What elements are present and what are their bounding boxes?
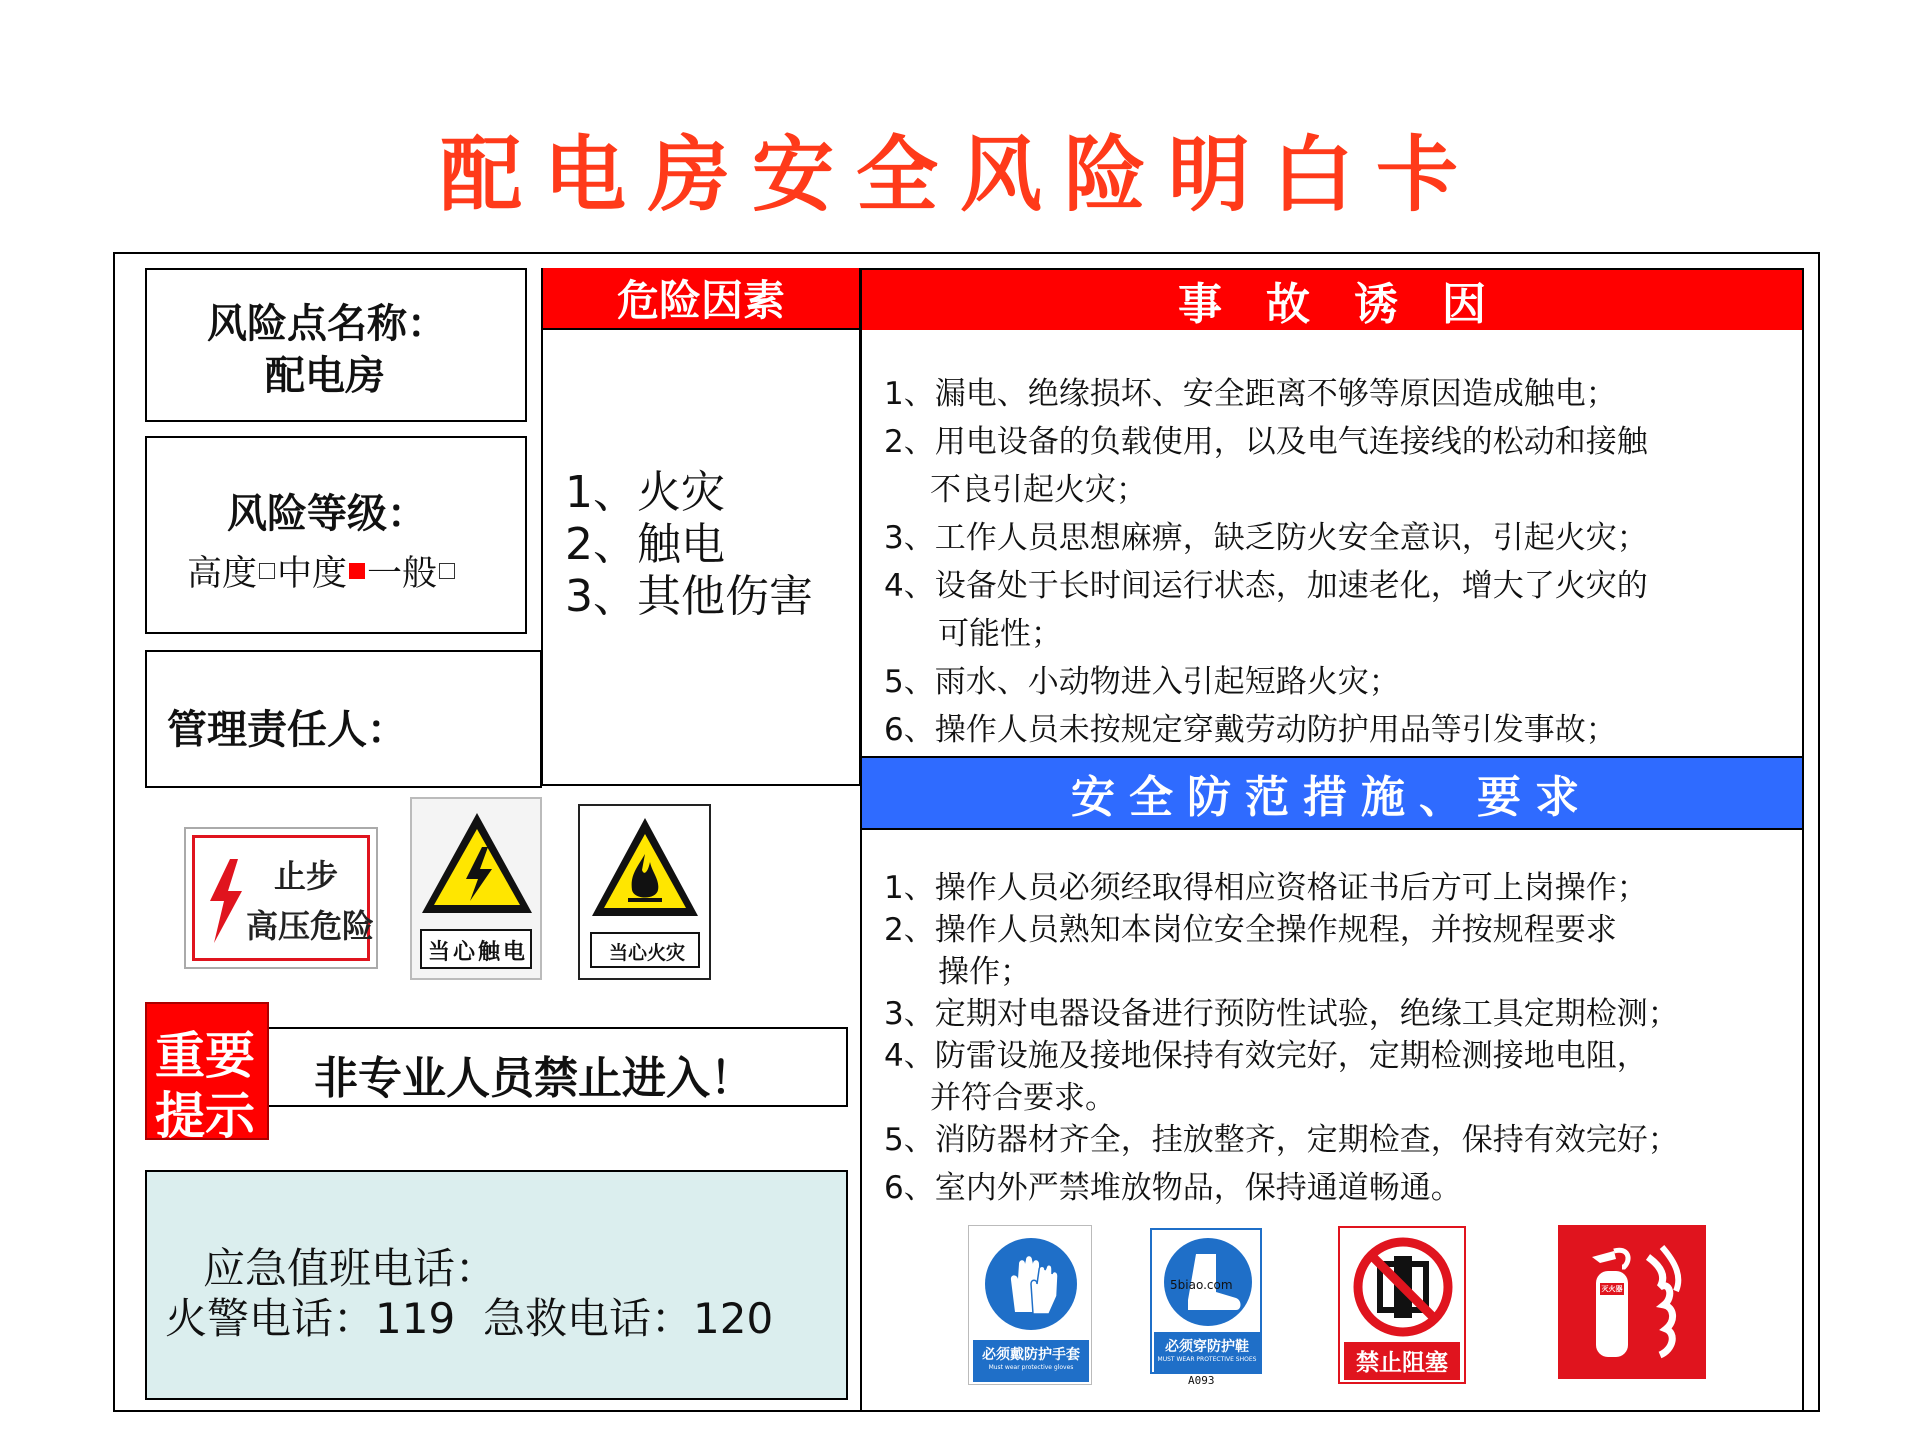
emergency-phones-box [145,1170,848,1400]
manager-label: 管理责任人： [167,707,407,753]
hazards-column [541,268,861,786]
electric-hazard-icon [418,809,536,919]
cause-line: 4、设备处于长时间运行状态，加速老化，增大了火灾的 [884,568,1648,604]
cause-line: 3、工作人员思想麻痹，缺乏防火安全意识，引起火灾； [884,520,1648,556]
cause-line: 6、操作人员未按规定穿戴劳动防护用品等引发事故； [884,712,1617,748]
cause-line: 不良引起火灾； [930,472,1147,508]
sign-label: 必须戴防护手套 [982,1347,1080,1363]
sign-code: A093 [1188,1374,1215,1387]
notice-text: 非专业人员禁止进入！ [314,1053,754,1104]
sign-label: 当心火灾 [608,942,685,964]
measure-line: 5、消防器材齐全，挂放整齐，定期检查，保持有效完好； [884,1122,1679,1158]
prohibition-icon [1350,1234,1456,1340]
measure-line: 并符合要求。 [930,1080,1116,1116]
fire-warning-sign [578,804,711,980]
hazard-item: 1、火灾 [565,467,725,518]
risk-point-value: 配电房 [265,353,385,399]
high-voltage-sign [184,827,378,969]
sign-label: 必须穿防护鞋 [1165,1339,1249,1355]
risk-level-box [145,436,527,634]
causes-column [860,268,1804,758]
badge-line2: 提示 [155,1087,255,1145]
hazards-header: 危险因素 [543,268,859,330]
badge-line1: 重要 [155,1027,255,1085]
risk-point-box [145,268,527,422]
duty-phone-label: 应急值班电话： [203,1244,498,1293]
rescue-phone: 急救电话：120 [483,1294,774,1343]
measure-line: 操作； [938,954,1031,990]
risk-point-label: 风险点名称： [207,301,447,347]
sign-label: 禁止阻塞 [1356,1350,1448,1376]
sign-label: 灭火器 [1601,1285,1623,1293]
measure-line: 1、操作人员必须经取得相应资格证书后方可上岗操作； [884,870,1648,906]
hazard-item: 3、其他伤害 [565,571,813,622]
sign-sublabel: Must wear protective gloves [988,1364,1074,1371]
checkbox-general [439,563,455,579]
fire-hazard-icon [588,814,702,922]
cause-line: 可能性； [938,616,1062,652]
fire-phone: 火警电话：119 [165,1294,456,1343]
causes-header: 事 故 诱 因 [862,270,1802,330]
cause-line: 1、漏电、绝缘损坏、安全距离不够等原因造成触电； [884,376,1617,412]
measures-header: 安全防范措施、要求 [862,756,1802,830]
sign-text-line1: 止步 [274,857,339,895]
watermark: 5biao.com [1170,1278,1233,1292]
notice-text-box [262,1027,848,1107]
measure-line: 3、定期对电器设备进行预防性试验，绝缘工具定期检测； [884,996,1679,1032]
manager-box [145,650,542,788]
measure-line: 4、防雷设施及接地保持有效完好，定期检测接地电阻， [884,1038,1648,1074]
wear-shoes-sign [1150,1228,1262,1374]
electric-shock-sign [410,797,542,980]
checkbox-high [259,563,275,579]
risk-level-mid: 中度 [277,554,348,594]
sign-sublabel: MUST WEAR PROTECTIVE SHOES [1157,1356,1257,1363]
risk-level-options [187,546,457,596]
no-blocking-sign [1338,1226,1466,1384]
cause-line: 2、用电设备的负载使用，以及电气连接线的松动和接触 [884,424,1648,460]
cause-line: 5、雨水、小动物进入引起短路火灾； [884,664,1400,700]
fire-extinguisher-sign [1558,1225,1706,1379]
sign-label: 当心触电 [427,940,528,965]
extinguisher-icon [1570,1237,1694,1367]
wear-gloves-sign [968,1225,1092,1385]
important-badge [145,1002,269,1145]
measure-line: 6、室内外严禁堆放物品，保持通道畅通。 [884,1170,1462,1206]
risk-level-general: 一般 [367,554,438,594]
lightning-icon [206,859,246,943]
gloves-icon [981,1234,1081,1334]
risk-level-label: 风险等级： [227,491,427,537]
hazard-item: 2、触电 [565,519,725,570]
risk-level-high: 高度 [187,554,258,594]
sign-text-line2: 高压危险 [246,907,375,945]
page-title: 配电房安全风险明白卡 [439,128,1480,223]
checkbox-mid-checked [349,563,365,579]
measure-line: 2、操作人员熟知本岗位安全操作规程，并按规程要求 [884,912,1617,948]
